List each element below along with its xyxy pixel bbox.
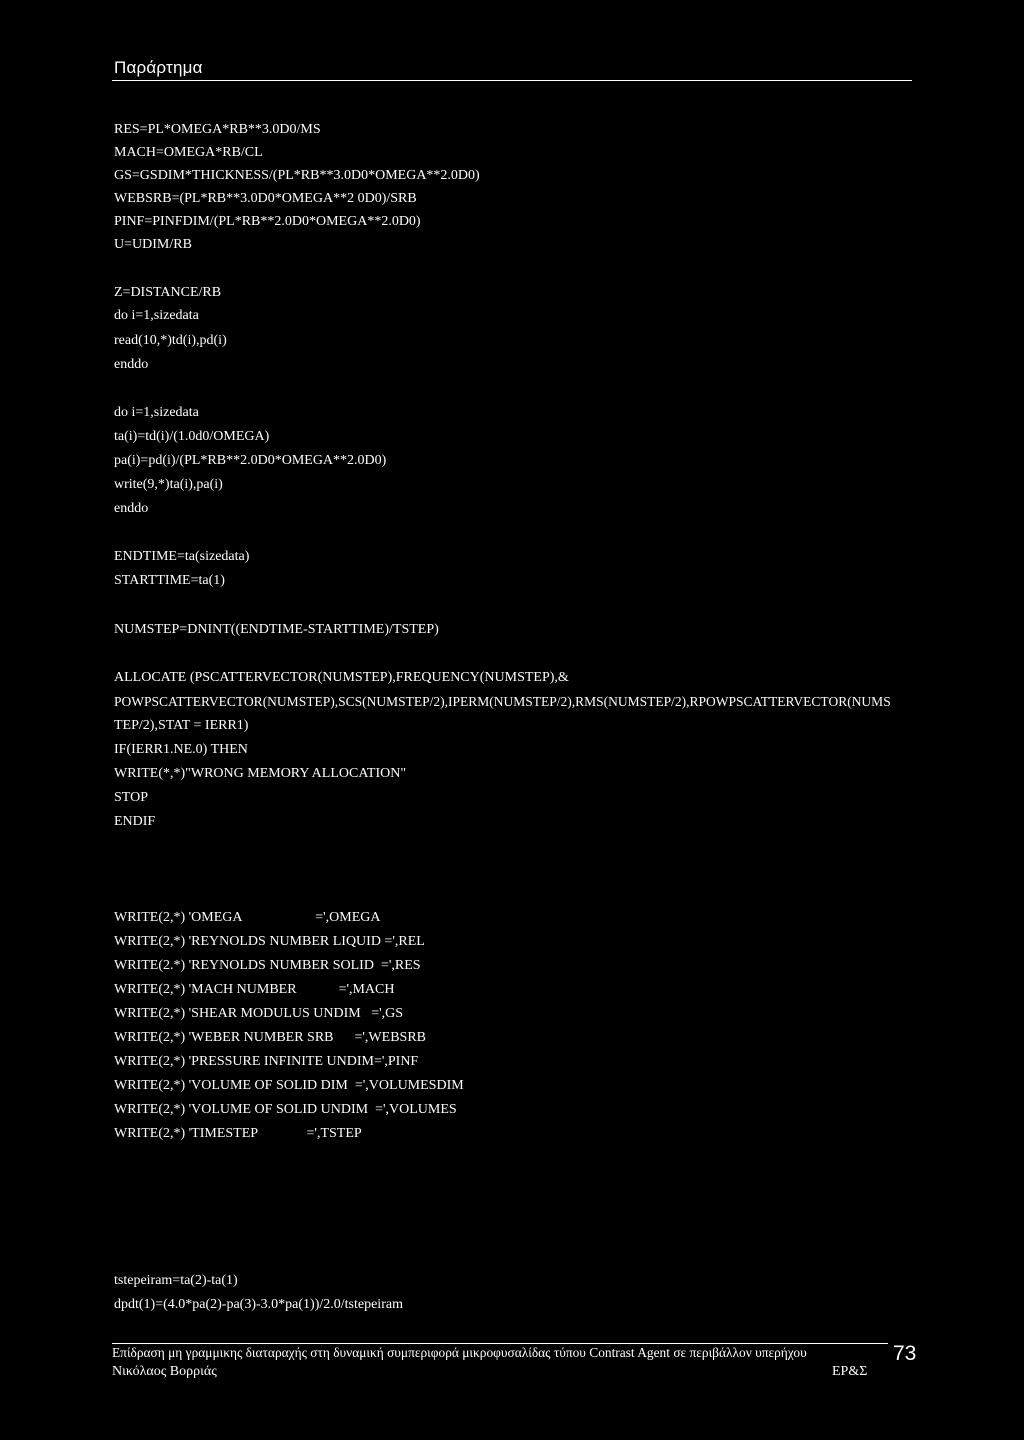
code-line: POWPSCATTERVECTOR(NUMSTEP),SCS(NUMSTEP/2),IPERM(NUMSTEP/2),RMS(NUMSTEP/2),RPOWPSCATTERVECTOR(NUMS [114, 694, 891, 709]
code-line: dpdt(1)=(4.0*pa(2)-pa(3)-3.0*pa(1))/2.0/tstepeiram [114, 1297, 403, 1312]
code-line: WRITE(2.*) 'REYNOLDS NUMBER SOLID =',RES [114, 958, 421, 973]
code-line: WRITE(2,*) 'SHEAR MODULUS UNDIM =',GS [114, 1006, 404, 1021]
code-line: RES=PL*OMEGA*RB**3.0D0/MS [114, 122, 321, 137]
footer-department: ΕΡ&Σ [832, 1364, 868, 1379]
code-line: write(9,*)ta(i),pa(i) [114, 477, 223, 492]
code-line: STARTTIME=ta(1) [114, 573, 225, 588]
code-line: WRITE(2,*) 'WEBER NUMBER SRB =',WEBSRB [114, 1030, 426, 1045]
code-line: WRITE(2,*) 'VOLUME OF SOLID UNDIM =',VOLUMES [114, 1102, 457, 1117]
code-line: GS=GSDIM*THICKNESS/(PL*RB**3.0D0*OMEGA**2.0D0) [114, 168, 480, 183]
code-line: ta(i)=td(i)/(1.0d0/OMEGA) [114, 429, 270, 444]
code-line: IF(IERR1.NE.0) THEN [114, 742, 248, 757]
code-line: read(10,*)td(i),pd(i) [114, 333, 227, 348]
code-line: WRITE(2,*) 'OMEGA =',OMEGA [114, 910, 381, 925]
code-line: pa(i)=pd(i)/(PL*RB**2.0D0*OMEGA**2.0D0) [114, 453, 387, 468]
code-line: WRITE(2,*) 'REYNOLDS NUMBER LIQUID =',REL [114, 934, 425, 949]
code-line: STOP [114, 790, 148, 805]
code-line: MACH=OMEGA*RB/CL [114, 145, 263, 160]
code-line: tstepeiram=ta(2)-ta(1) [114, 1273, 238, 1288]
footer-author: Νικόλαος Βορριάς [112, 1364, 217, 1379]
code-line: enddo [114, 501, 149, 516]
code-line: NUMSTEP=DNINT((ENDTIME-STARTTIME)/TSTEP) [114, 622, 439, 637]
code-line: WRITE(2,*) 'PRESSURE INFINITE UNDIM=',PINF [114, 1054, 419, 1069]
footer-thesis-title: Επίδραση μη γραμμικης διαταραχής στη δυναμική συμπεριφορά μικροφυσαλίδας τύπου Contrast Agent σε περιβάλλον υπερήχου [112, 1345, 807, 1360]
code-line: do i=1,sizedata [114, 308, 199, 323]
page-header-title: Παράρτημα [114, 58, 203, 77]
code-line: enddo [114, 357, 149, 372]
code-line: WRITE(2,*) 'TIMESTEP =',TSTEP [114, 1126, 362, 1141]
footer-divider [112, 1343, 888, 1344]
code-line: ENDTIME=ta(sizedata) [114, 549, 250, 564]
code-line: ALLOCATE (PSCATTERVECTOR(NUMSTEP),FREQUENCY(NUMSTEP),& [114, 670, 569, 685]
code-line: ENDIF [114, 814, 156, 829]
header-divider [112, 80, 912, 81]
code-line: do i=1,sizedata [114, 405, 199, 420]
code-line: Z=DISTANCE/RB [114, 285, 222, 300]
code-line: WRITE(*,*)"WRONG MEMORY ALLOCATION" [114, 766, 407, 781]
code-line: WEBSRB=(PL*RB**3.0D0*OMEGA**2 0D0)/SRB [114, 191, 417, 206]
code-line: WRITE(2,*) 'VOLUME OF SOLID DIM =',VOLUMESDIM [114, 1078, 464, 1093]
code-line: U=UDIM/RB [114, 237, 192, 252]
page-number: 73 [893, 1342, 917, 1365]
code-line: WRITE(2,*) 'MACH NUMBER =',MACH [114, 982, 395, 997]
code-line: TEP/2),STAT = IERR1) [114, 718, 249, 733]
code-line: PINF=PINFDIM/(PL*RB**2.0D0*OMEGA**2.0D0) [114, 214, 421, 229]
